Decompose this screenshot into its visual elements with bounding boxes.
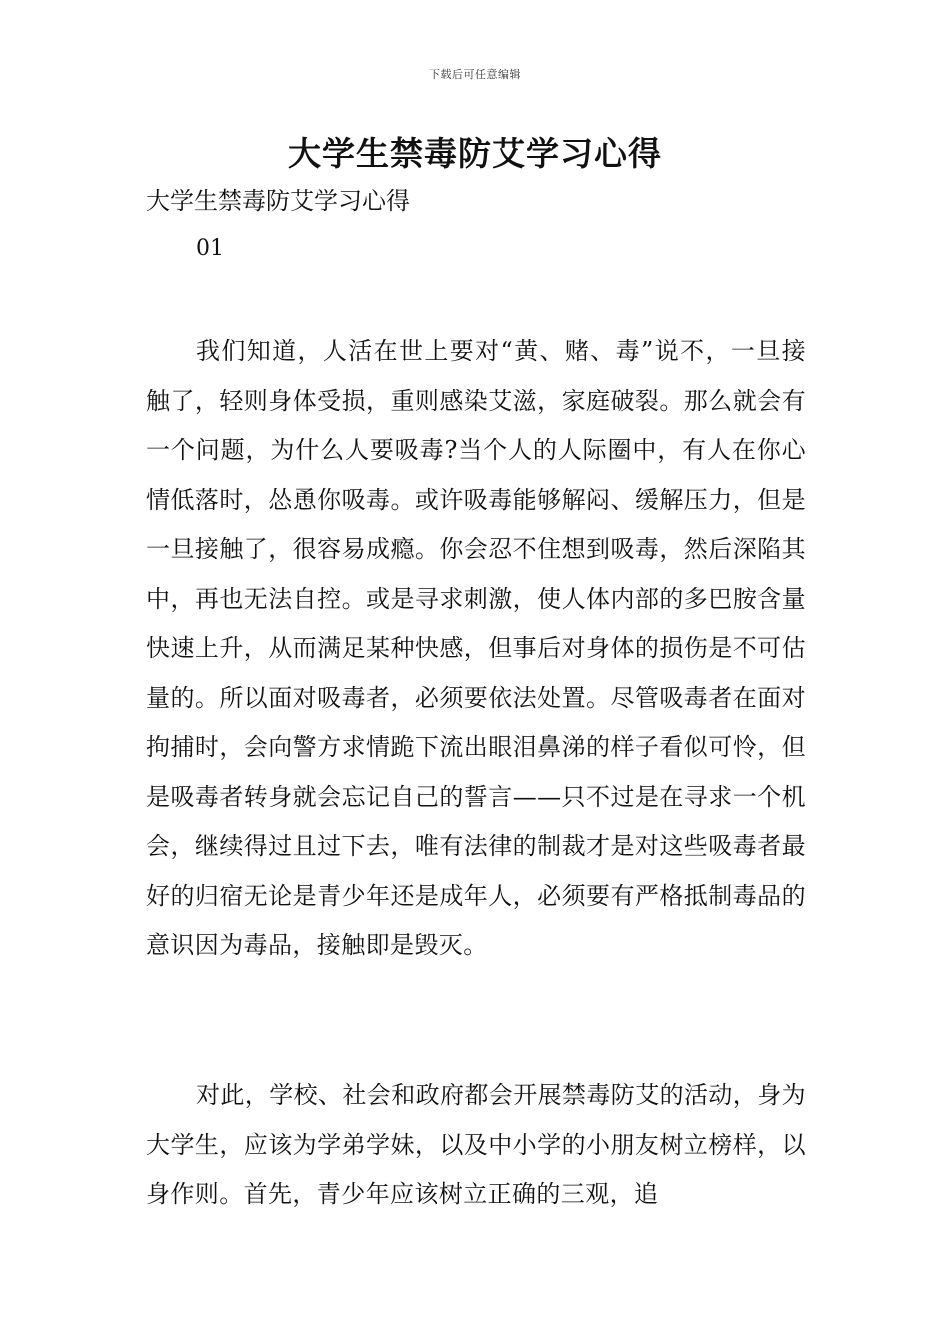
paragraph-1: 我们知道，人活在世上要对“黄、赌、毒”说不，一旦接触了，轻则身体受损，重则感染艾滋，家庭破裂。那么就会有一个问题，为什么人要吸毒?当个人的人际圈中，有人在你心情低落时，怂恿你吸毒。或许吸毒能够解闷、缓解压力，但是一旦接触了，很容易成瘾。你会忍不住想到吸毒，然后深陷其中，再也无法自控。或是寻求刺激，使人体内部的多巴胺含量快速上升，从而满足某种快感，但事后对身体的损伤是不可估量的。所以面对吸毒者，必须要依法处置。尽管吸毒者在面对拘捕时，会向警方求情跪下流出眼泪鼻涕的样子看似可怜，但是吸毒者转身就会忘记自己的誓言——只不过是在寻求一个机会，继续得过且过下去，唯有法律的制裁才是对这些吸毒者最好的归宿无论是青少年还是成年人，必须要有严格抵制毒品的意识因为毒品，接触即是毁灭。 (146, 337, 806, 959)
section-number: 01 (196, 236, 224, 261)
document-title: 大学生禁毒防艾学习心得 (288, 134, 662, 173)
header-note: 下载后可任意编辑 (429, 68, 521, 81)
document-subtitle: 大学生禁毒防艾学习心得 (146, 187, 410, 215)
paragraph-2: 对此，学校、社会和政府都会开展禁毒防艾的活动，身为大学生，应该为学弟学妹，以及中小学的小朋友树立榜样，以身作则。首先，青少年应该树立正确的三观，追 (146, 1081, 806, 1208)
